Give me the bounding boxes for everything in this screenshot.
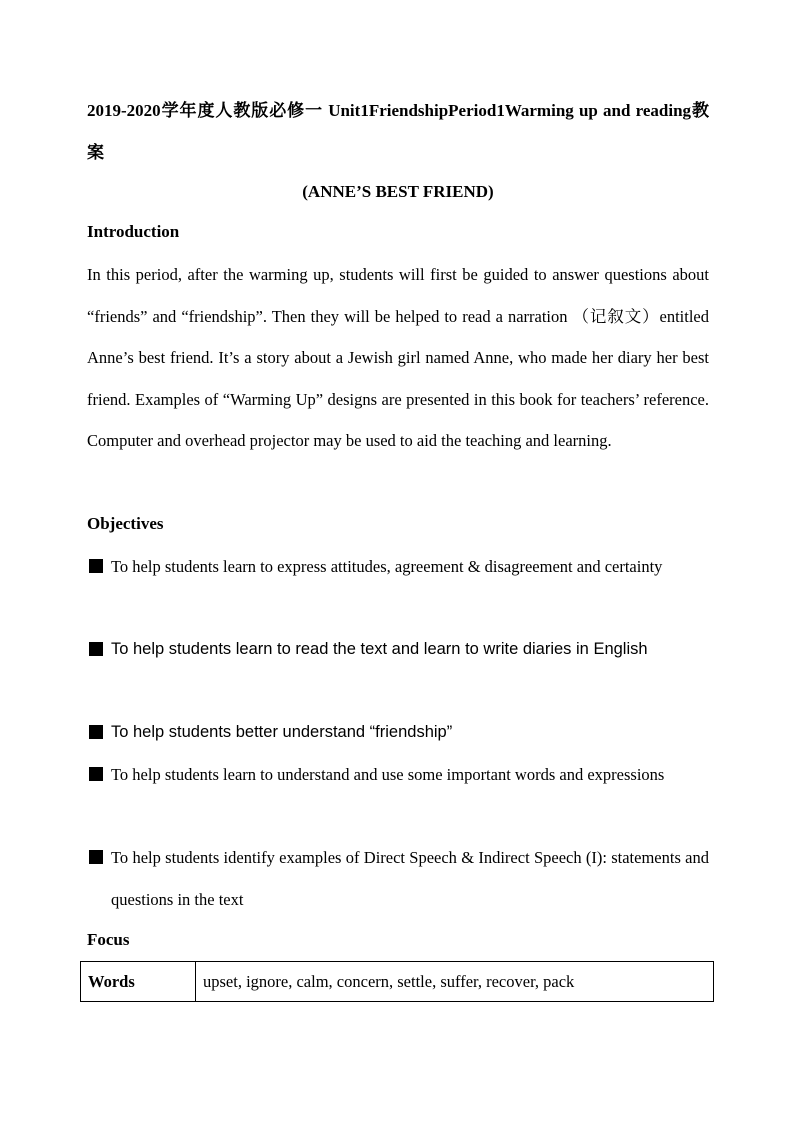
- square-bullet-icon: [89, 850, 103, 864]
- document-subtitle: (ANNE’S BEST FRIEND): [302, 182, 494, 201]
- objective-text: To help students learn to read the text and learn to write diaries in English: [111, 640, 648, 658]
- document-title: 2019-2020学年度人教版必修一 Unit1FriendshipPeriod1Warming up and reading教案: [87, 101, 709, 162]
- objective-text: To help students better understand “friendship”: [111, 723, 453, 741]
- introduction-heading: Introduction: [87, 222, 180, 241]
- objective-text: To help students learn to understand and use some important words and expressions: [111, 765, 665, 784]
- focus-row-value: upset, ignore, calm, concern, settle, suffer, recover, pack: [196, 962, 714, 1002]
- objective-text: To help students learn to express attitudes, agreement & disagreement and certainty: [111, 557, 663, 576]
- objective-item: [87, 754, 709, 796]
- square-bullet-icon: [89, 642, 103, 656]
- focus-table: [80, 961, 714, 1002]
- objectives-heading: Objectives: [87, 514, 164, 533]
- focus-row-label: Words: [81, 962, 196, 1002]
- objective-item: [87, 712, 709, 754]
- square-bullet-icon: [89, 559, 103, 573]
- objective-text: To help students identify examples of Direct Speech & Indirect Speech (I): statements and questions in the text: [111, 848, 709, 909]
- square-bullet-icon: [89, 725, 103, 739]
- table-row: [81, 962, 714, 1002]
- objective-item: [87, 546, 709, 588]
- objective-item: [87, 629, 709, 671]
- introduction-paragraph: In this period, after the warming up, students will first be guided to answer questions about “friends” and “friendship”. Then they will be helped to read a narration （记叙文）entitled Anne’s best friend. It’s a story about a Jewish girl named Anne, who made her diary her best friend. Examples of “Warming Up” designs are presented in this book for teachers’ reference. Computer and overhead projector may be used to aid the teaching and learning.: [87, 265, 709, 450]
- focus-heading: Focus: [87, 930, 130, 949]
- square-bullet-icon: [89, 767, 103, 781]
- objective-item: [87, 837, 709, 920]
